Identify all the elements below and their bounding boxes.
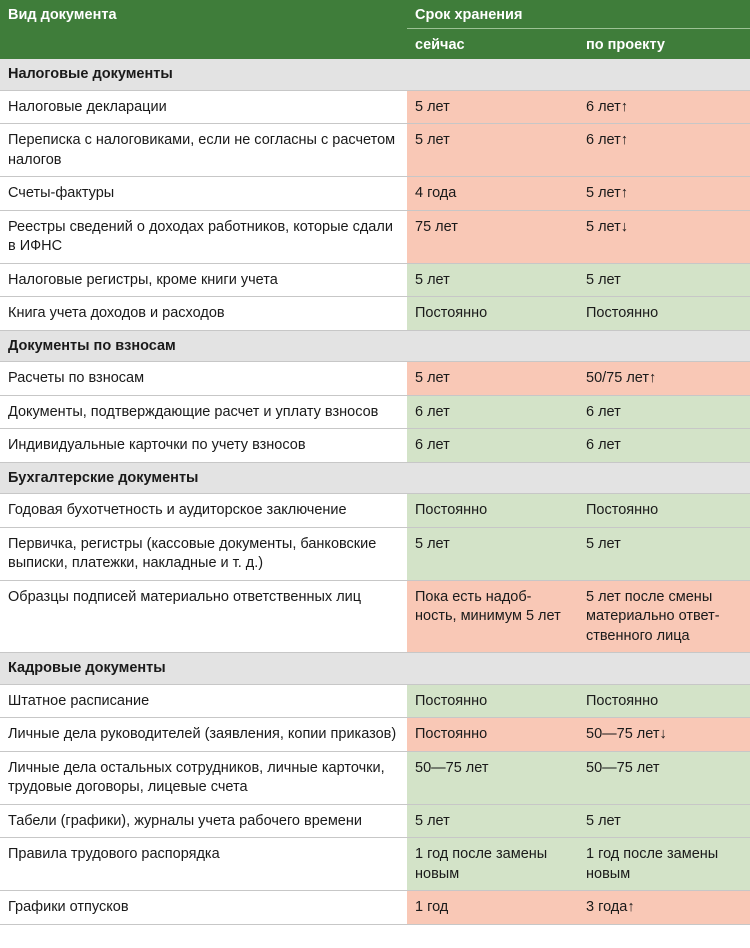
term-project-cell: 5 лет↓ (578, 210, 750, 263)
term-now-cell: 75 лет (407, 210, 578, 263)
table-row (0, 297, 750, 331)
header-project: по проекту (578, 29, 750, 60)
document-type-cell: Личные дела руководителей (заявления, копии приказов) (0, 718, 407, 752)
term-project-cell: 50—75 лет (578, 751, 750, 804)
term-now-cell: Постоянно (407, 718, 578, 752)
document-type-cell: Индивидуальные карточки по учету взносов (0, 429, 407, 463)
term-now-cell: Постоянно (407, 684, 578, 718)
table-row (0, 718, 750, 752)
table-row (0, 124, 750, 177)
term-project-cell: 6 лет (578, 429, 750, 463)
table-row (0, 263, 750, 297)
document-type-cell: Налоговые регистры, кроме книги учета (0, 263, 407, 297)
term-now-cell: Постоянно (407, 494, 578, 528)
term-now-cell: 5 лет (407, 362, 578, 396)
document-type-cell: Графики отпусков (0, 891, 407, 925)
table-body (0, 59, 750, 924)
document-type-cell: Первичка, регистры (кассовые документы, банковские выписки, платежки, накладные и т. д.) (0, 527, 407, 580)
term-project-cell: 5 лет после смены материально ответ-ственного лица (578, 580, 750, 653)
term-project-cell: 3 года↑ (578, 891, 750, 925)
table-row (0, 210, 750, 263)
document-type-cell: Книга учета доходов и расходов (0, 297, 407, 331)
section-row (0, 462, 750, 494)
term-now-cell: Пока есть надоб-ность, минимум 5 лет (407, 580, 578, 653)
term-now-cell: 4 года (407, 177, 578, 211)
document-type-cell: Реестры сведений о доходах работников, которые сдали в ИФНС (0, 210, 407, 263)
section-row (0, 330, 750, 362)
term-now-cell: 5 лет (407, 263, 578, 297)
section-row (0, 59, 750, 90)
term-now-cell: 5 лет (407, 124, 578, 177)
table-row (0, 684, 750, 718)
section-row (0, 653, 750, 685)
table-row (0, 494, 750, 528)
term-project-cell: Постоянно (578, 494, 750, 528)
table-row (0, 177, 750, 211)
term-project-cell: 1 год после замены новым (578, 838, 750, 891)
term-project-cell: Постоянно (578, 684, 750, 718)
document-type-cell: Образцы подписей материально ответственных лиц (0, 580, 407, 653)
term-now-cell: 50—75 лет (407, 751, 578, 804)
document-type-cell: Переписка с налоговиками, если не согласны с расчетом налогов (0, 124, 407, 177)
document-type-cell: Документы, подтверждающие расчет и уплату взносов (0, 395, 407, 429)
document-type-cell: Правила трудового распорядка (0, 838, 407, 891)
table-row (0, 891, 750, 925)
document-type-cell: Годовая бухотчетность и аудиторское заключение (0, 494, 407, 528)
table-row (0, 362, 750, 396)
document-type-cell: Налоговые декларации (0, 90, 407, 124)
section-title: Кадровые документы (0, 653, 750, 685)
term-project-cell: 50/75 лет↑ (578, 362, 750, 396)
table-row (0, 527, 750, 580)
term-now-cell: 5 лет (407, 90, 578, 124)
term-now-cell: Постоянно (407, 297, 578, 331)
header-now: сейчас (407, 29, 578, 60)
term-project-cell: 6 лет↑ (578, 124, 750, 177)
table-row (0, 838, 750, 891)
document-type-cell: Расчеты по взносам (0, 362, 407, 396)
term-project-cell: 6 лет↑ (578, 90, 750, 124)
term-now-cell: 1 год (407, 891, 578, 925)
section-title: Налоговые документы (0, 59, 750, 90)
term-project-cell: 6 лет (578, 395, 750, 429)
term-now-cell: 6 лет (407, 395, 578, 429)
term-project-cell: Постоянно (578, 297, 750, 331)
table-row (0, 804, 750, 838)
table-row (0, 429, 750, 463)
term-project-cell: 5 лет (578, 804, 750, 838)
table-header (0, 0, 750, 59)
term-project-cell: 5 лет (578, 263, 750, 297)
table-row (0, 90, 750, 124)
section-title: Бухгалтерские документы (0, 462, 750, 494)
term-project-cell: 5 лет↑ (578, 177, 750, 211)
header-doc-type: Вид документа (0, 0, 407, 59)
document-type-cell: Табели (графики), журналы учета рабочего времени (0, 804, 407, 838)
table-row (0, 395, 750, 429)
term-now-cell: 1 год после замены новым (407, 838, 578, 891)
term-project-cell: 50—75 лет↓ (578, 718, 750, 752)
document-type-cell: Счеты-фактуры (0, 177, 407, 211)
term-now-cell: 5 лет (407, 527, 578, 580)
term-now-cell: 5 лет (407, 804, 578, 838)
table-row (0, 751, 750, 804)
term-now-cell: 6 лет (407, 429, 578, 463)
term-project-cell: 5 лет (578, 527, 750, 580)
header-term: Срок хранения (407, 0, 750, 29)
document-type-cell: Личные дела остальных сотрудников, личные карточки, трудовые договоры, лицевые счета (0, 751, 407, 804)
table-row (0, 580, 750, 653)
document-type-cell: Штатное расписание (0, 684, 407, 718)
section-title: Документы по взносам (0, 330, 750, 362)
